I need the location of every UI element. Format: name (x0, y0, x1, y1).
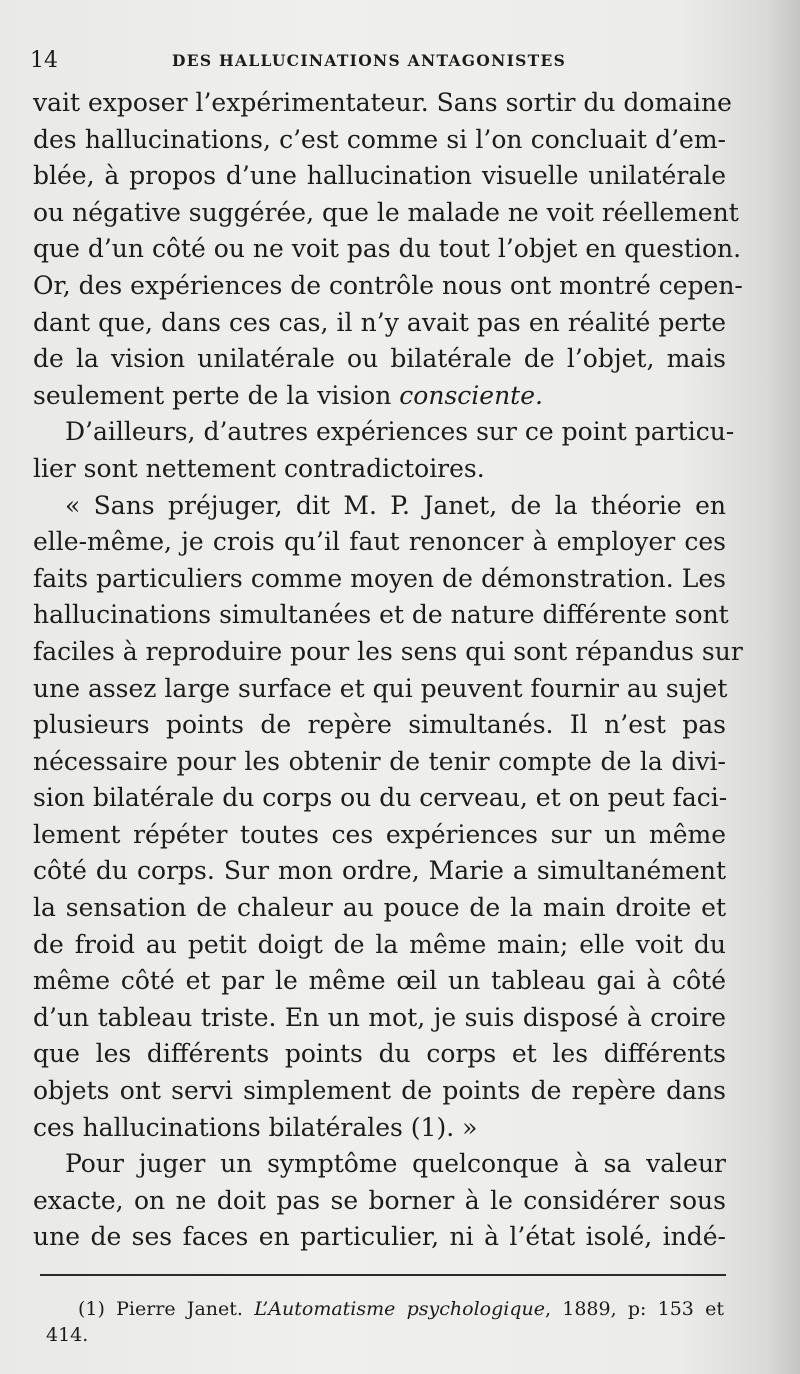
text-line: nécessaire pour les obtenir de tenir compte de la divi- (33, 746, 726, 776)
quotation-start-line: « Sans préjuger, dit M. P. Janet, de la théorie en (65, 490, 726, 520)
footnote-details: , 1889, p: 153 et (544, 1298, 724, 1320)
italic-word: consciente. (399, 380, 543, 410)
text-line: côté du corps. Sur mon ordre, Marie a simultanément (33, 856, 726, 886)
text-segment: seulement perte de la vision (33, 380, 400, 410)
text-line: ou négative suggérée, que le malade ne voit réellement (33, 197, 739, 227)
text-line: exacte, on ne doit pas se borner à le considérer sous (33, 1185, 726, 1215)
text-line: dant que, dans ces cas, il n’y avait pas en réalité perte (33, 307, 726, 337)
text-line: plusieurs points de repère simultanés. Il n’est pas (33, 710, 726, 740)
text-line (33, 378, 726, 415)
text-line: ces hallucinations bilatérales (1). » (33, 1112, 478, 1142)
body-text (33, 85, 743, 1256)
footnote-line (46, 1296, 724, 1322)
text-line: faits particuliers comme moyen de démonstration. Les (33, 563, 726, 593)
text-line: objets ont servi simplement de points de repère dans (33, 1076, 726, 1106)
footnote-divider (40, 1274, 726, 1276)
text-line: faciles à reproduire pour les sens qui sont répandus sur (33, 636, 743, 666)
text-line: la sensation de chaleur au pouce de la main droite et (33, 893, 726, 923)
text-line: de froid au petit doigt de la même main; elle voit du (33, 929, 726, 959)
text-line: lier sont nettement contradictoires. (33, 453, 485, 483)
paragraph-start-line: Pour juger un symptôme quelconque à sa valeur (65, 1149, 726, 1179)
footnote-book-title: L’Automatisme psychologique (254, 1298, 545, 1320)
text-line: que les différents points du corps et les différents (33, 1039, 726, 1069)
text-line: lement répéter toutes ces expériences sur un même (33, 819, 726, 849)
page-header (30, 46, 730, 76)
text-line: hallucinations simultanées et de nature différente sont (33, 600, 729, 630)
footnote (46, 1296, 724, 1348)
text-line: blée, à propos d’une hallucination visuelle unilatérale (33, 161, 726, 191)
text-line: une de ses faces en particulier, ni à l’état isolé, indé- (33, 1222, 726, 1252)
text-line: elle-même, je crois qu’il faut renoncer à employer ces (33, 527, 726, 557)
footnote-line: 414. (46, 1324, 89, 1346)
text-line: sion bilatérale du corps ou du cerveau, et on peut faci- (33, 783, 728, 813)
text-line: des hallucinations, c’est comme si l’on concluait d’em- (33, 124, 726, 154)
running-head: DES HALLUCINATIONS ANTAGONISTES (172, 51, 567, 70)
text-line: de la vision unilatérale ou bilatérale de l’objet, mais (33, 344, 726, 374)
text-line: vait exposer l’expérimentateur. Sans sortir du domaine (33, 88, 732, 117)
text-line: une assez large surface et qui peuvent fournir au sujet (33, 673, 728, 703)
text-line: même côté et par le même œil un tableau gai à côté (33, 966, 726, 996)
paragraph-start-line: D’ailleurs, d’autres expériences sur ce point particu- (65, 417, 735, 447)
text-line: que d’un côté ou ne voit pas du tout l’objet en question. (33, 234, 742, 264)
footnote-marker: (1) Pierre Janet. (78, 1298, 255, 1320)
page-number: 14 (30, 48, 58, 73)
text-line: d’un tableau triste. En un mot, je suis disposé à croire (33, 1002, 726, 1032)
text-line: Or, des expériences de contrôle nous ont montré cepen- (33, 270, 743, 300)
